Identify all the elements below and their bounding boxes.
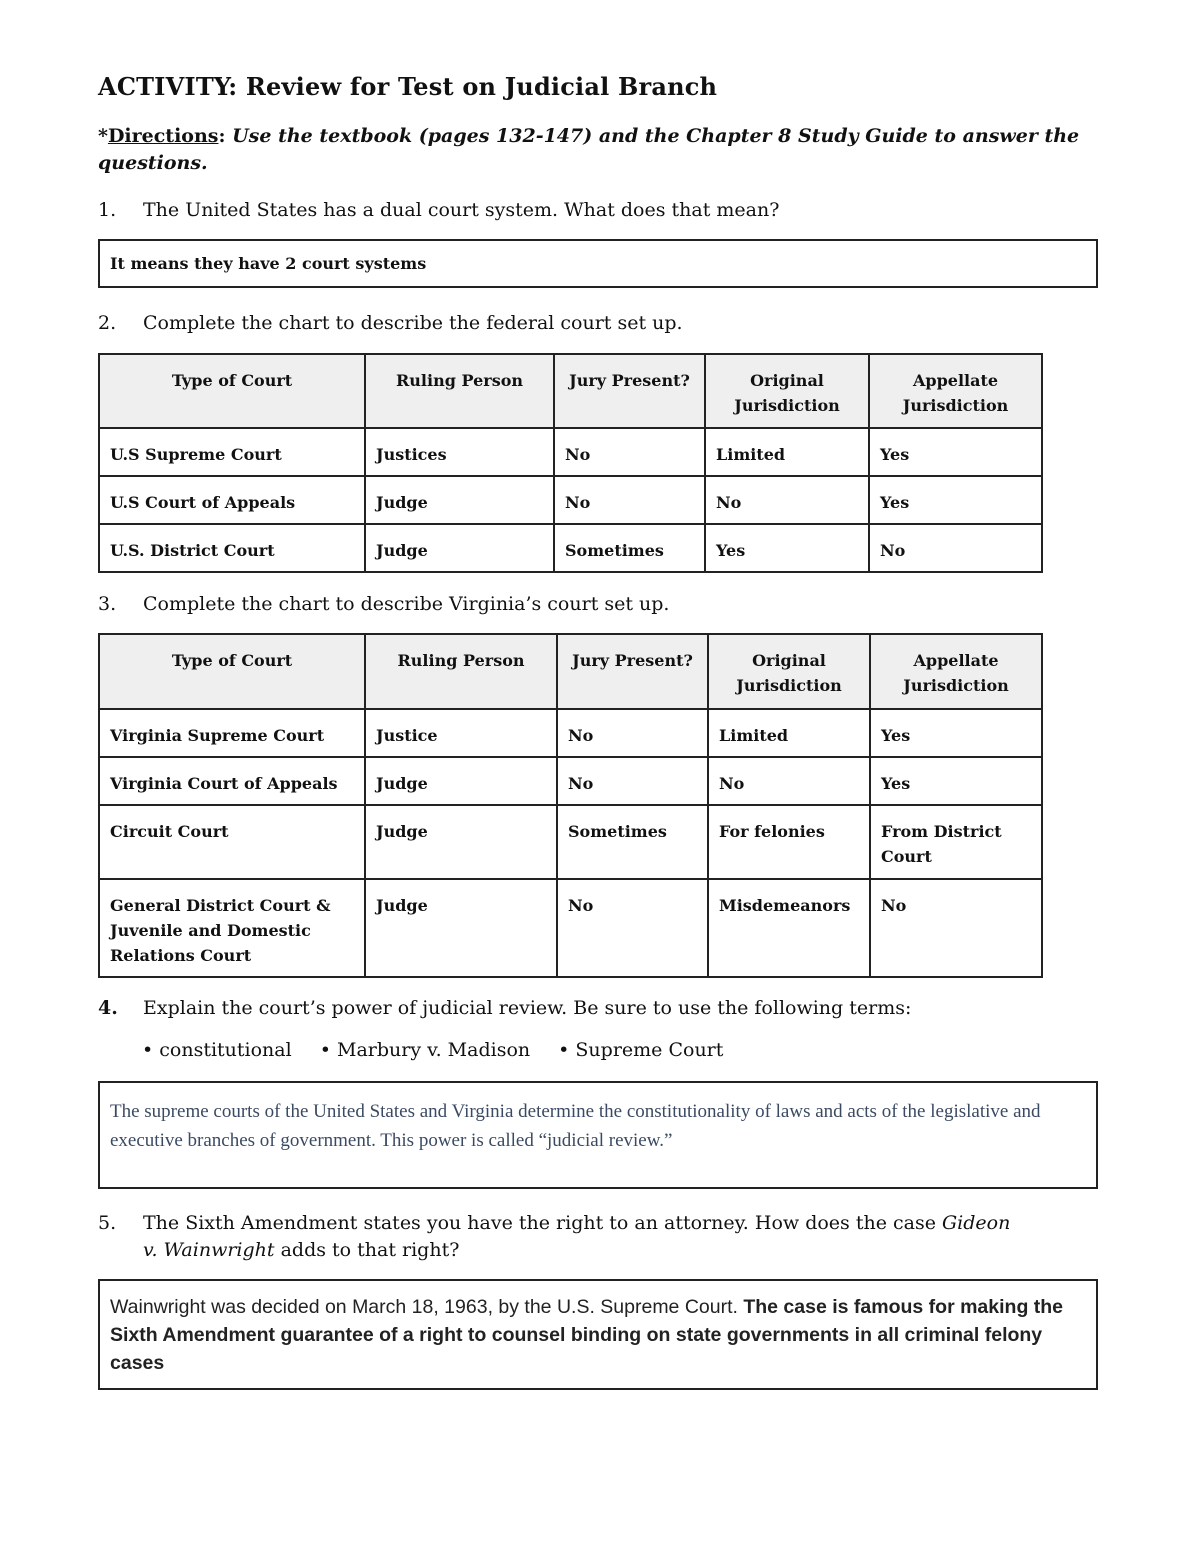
- question-3-number: 3.: [98, 593, 117, 615]
- directions-text: Use the textbook (pages 132-147) and the Chapter 8 Study Guide to answer the questions.: [98, 125, 1080, 174]
- directions-colon: :: [218, 125, 226, 147]
- directions: [98, 123, 1088, 177]
- table-row: [99, 879, 1042, 977]
- header-jury-present: Jury Present?: [554, 354, 705, 428]
- question-2-number: 2.: [98, 312, 117, 334]
- table-cell[interactable]: No: [870, 879, 1042, 977]
- page-title: ACTIVITY: Review for Test on Judicial Branch: [98, 72, 718, 101]
- table-cell[interactable]: For felonies: [708, 805, 870, 879]
- table-cell[interactable]: Yes: [869, 428, 1042, 476]
- header-type-of-court: Type of Court: [99, 354, 365, 428]
- question-1-text: The United States has a dual court system. What does that mean?: [143, 199, 780, 221]
- answer-4-text: The supreme courts of the United States and Virginia determine the constitutionality of laws and acts of the legislative and executive branches of government. This power is called “judicial review.”: [110, 1101, 1041, 1151]
- header-appellate-jurisdiction: Appellate Jurisdiction: [869, 354, 1042, 428]
- header-type-of-court: Type of Court: [99, 634, 365, 709]
- question-2: [98, 310, 683, 337]
- header-appellate-jurisdiction: Appellate Jurisdiction: [870, 634, 1042, 709]
- table-cell[interactable]: No: [708, 757, 870, 805]
- term-item: • Marbury v. Madison: [319, 1039, 531, 1061]
- table-cell[interactable]: U.S. District Court: [99, 524, 365, 572]
- table-cell[interactable]: Justice: [365, 709, 557, 757]
- question-4-text: Explain the court’s power of judicial review. Be sure to use the following terms:: [143, 997, 912, 1019]
- answer-5-bold: The case is famous for making the Sixth Amendment guarantee of a right to counsel binding on state governments in all criminal felony cases: [110, 1296, 1064, 1374]
- table-row: [99, 757, 1042, 805]
- table-cell[interactable]: Circuit Court: [99, 805, 365, 879]
- table-cell[interactable]: From District Court: [870, 805, 1042, 879]
- answer-5-box[interactable]: [98, 1279, 1098, 1390]
- table-cell[interactable]: Limited: [705, 428, 869, 476]
- header-original-jurisdiction: Original Jurisdiction: [705, 354, 869, 428]
- question-4-number: 4.: [98, 997, 118, 1019]
- header-jury-present: Jury Present?: [557, 634, 708, 709]
- question-1-number: 1.: [98, 199, 117, 221]
- question-1: [98, 197, 779, 224]
- federal-court-table: [98, 353, 1043, 573]
- table-cell[interactable]: General District Court & Juvenile and Domestic Relations Court: [99, 879, 365, 977]
- question-5-number: 5.: [98, 1212, 117, 1234]
- table-row: [99, 476, 1042, 524]
- question-5-case-a: Gideon: [941, 1212, 1011, 1234]
- directions-label: Directions: [107, 125, 219, 147]
- terms-list: [142, 1039, 745, 1061]
- question-3: [98, 591, 669, 618]
- table-cell[interactable]: Yes: [869, 476, 1042, 524]
- table-row: [99, 709, 1042, 757]
- question-5-text-b: adds to that right?: [274, 1239, 460, 1261]
- table-cell[interactable]: Misdemeanors: [708, 879, 870, 977]
- answer-1-box[interactable]: [98, 239, 1098, 288]
- table-cell[interactable]: Limited: [708, 709, 870, 757]
- answer-1-text: It means they have 2 court systems: [110, 254, 427, 273]
- question-3-text: Complete the chart to describe Virginia’s court set up.: [143, 593, 670, 615]
- table-header-row: [99, 354, 1042, 428]
- table-cell[interactable]: No: [557, 757, 708, 805]
- table-cell[interactable]: Yes: [870, 709, 1042, 757]
- table-header-row: [99, 634, 1042, 709]
- term-item: • Supreme Court: [558, 1039, 724, 1061]
- table-cell[interactable]: No: [705, 476, 869, 524]
- header-ruling-person: Ruling Person: [365, 634, 557, 709]
- table-cell[interactable]: Judge: [365, 805, 557, 879]
- table-cell[interactable]: U.S Supreme Court: [99, 428, 365, 476]
- table-row: [99, 524, 1042, 572]
- term-item: • constitutional: [142, 1039, 292, 1061]
- table-cell[interactable]: Judge: [365, 524, 554, 572]
- table-cell[interactable]: No: [554, 428, 705, 476]
- question-5-case-b: v. Wainwright: [143, 1239, 275, 1261]
- question-4: [98, 995, 911, 1022]
- table-cell[interactable]: No: [557, 879, 708, 977]
- header-original-jurisdiction: Original Jurisdiction: [708, 634, 870, 709]
- table-row: [99, 428, 1042, 476]
- table-cell[interactable]: Yes: [870, 757, 1042, 805]
- answer-5-plain: Wainwright was decided on March 18, 1963, by the U.S. Supreme Court.: [110, 1296, 744, 1318]
- table-cell[interactable]: Judge: [365, 476, 554, 524]
- table-cell[interactable]: Virginia Court of Appeals: [99, 757, 365, 805]
- question-2-text: Complete the chart to describe the federal court set up.: [143, 312, 683, 334]
- table-cell[interactable]: No: [557, 709, 708, 757]
- table-cell[interactable]: Virginia Supreme Court: [99, 709, 365, 757]
- table-cell[interactable]: No: [554, 476, 705, 524]
- answer-4-box[interactable]: [98, 1081, 1098, 1189]
- table-cell[interactable]: Sometimes: [554, 524, 705, 572]
- table-cell[interactable]: No: [869, 524, 1042, 572]
- table-cell[interactable]: Yes: [705, 524, 869, 572]
- table-cell[interactable]: Sometimes: [557, 805, 708, 879]
- table-cell[interactable]: Justices: [365, 428, 554, 476]
- header-ruling-person: Ruling Person: [365, 354, 554, 428]
- directions-star: *: [98, 125, 108, 147]
- virginia-court-table: [98, 633, 1043, 978]
- table-cell[interactable]: Judge: [365, 879, 557, 977]
- question-5-text-a: The Sixth Amendment states you have the right to an attorney. How does the case: [143, 1212, 942, 1234]
- table-row: [99, 805, 1042, 879]
- question-5: [98, 1210, 1088, 1264]
- table-cell[interactable]: Judge: [365, 757, 557, 805]
- table-cell[interactable]: U.S Court of Appeals: [99, 476, 365, 524]
